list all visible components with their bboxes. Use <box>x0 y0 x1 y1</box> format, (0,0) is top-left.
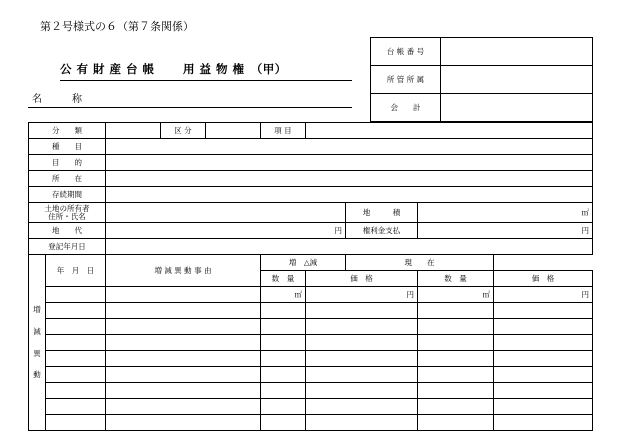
row-date-cell[interactable] <box>46 399 106 415</box>
rent-unit: 円 <box>106 223 346 239</box>
table-row <box>29 399 593 415</box>
row-reason-cell[interactable] <box>106 303 261 319</box>
row-qty-cell[interactable] <box>261 399 306 415</box>
row-qty-cell[interactable] <box>261 415 306 431</box>
row-current-qty-cell[interactable] <box>418 319 494 335</box>
current-quantity-header: 数 量 <box>418 271 494 287</box>
change-vertical-label <box>29 255 46 431</box>
owner-label-line1: 土地の所有者 <box>44 203 90 213</box>
row-price-cell[interactable] <box>306 415 418 431</box>
row-current-qty-cell[interactable] <box>418 399 494 415</box>
row-qty-unit: ㎡ <box>261 287 306 303</box>
account-field[interactable] <box>441 94 593 122</box>
row-qty-cell[interactable] <box>261 351 306 367</box>
purpose-label: 目 的 <box>29 155 106 171</box>
row-qty-cell[interactable] <box>261 383 306 399</box>
table-row <box>29 367 593 383</box>
row-date-cell[interactable] <box>46 303 106 319</box>
table-row <box>29 351 593 367</box>
location-field[interactable] <box>106 171 593 187</box>
increase-decrease-header: 増 △減 <box>261 255 346 271</box>
row-reason-cell[interactable] <box>106 351 261 367</box>
table-row <box>29 335 593 351</box>
registration-date-label: 登記年月日 <box>29 239 106 255</box>
row-price-cell[interactable] <box>306 303 418 319</box>
rent-label: 地 代 <box>29 223 106 239</box>
form-number: 第２号様式の６（第７条関係） <box>40 20 194 33</box>
row-price-unit: 円 <box>306 287 418 303</box>
owner-label-line2: 住所・氏名 <box>48 211 86 221</box>
row-date-cell[interactable] <box>46 287 106 303</box>
row-current-price-cell[interactable] <box>494 303 593 319</box>
row-reason-cell[interactable] <box>106 383 261 399</box>
row-reason-cell[interactable] <box>106 367 261 383</box>
row-current-qty-cell[interactable] <box>418 415 494 431</box>
row-current-price-cell[interactable] <box>494 335 593 351</box>
row-reason-cell[interactable] <box>106 287 261 303</box>
date-header: 年 月 日 <box>46 255 106 287</box>
row-qty-cell[interactable] <box>261 303 306 319</box>
row-current-price-cell[interactable] <box>494 415 593 431</box>
row-reason-cell[interactable] <box>106 319 261 335</box>
row-date-cell[interactable] <box>46 415 106 431</box>
item-field[interactable] <box>306 123 593 139</box>
duration-label: 存続期間 <box>29 187 106 203</box>
row-reason-cell[interactable] <box>106 415 261 431</box>
change-char-3: 異 <box>33 348 41 358</box>
item-label: 項 目 <box>261 123 306 139</box>
row-current-qty-cell[interactable] <box>418 351 494 367</box>
title-underline <box>60 80 352 81</box>
table-row <box>29 319 593 335</box>
row-reason-cell[interactable] <box>106 335 261 351</box>
row-current-qty-cell[interactable] <box>418 383 494 399</box>
row-date-cell[interactable] <box>46 383 106 399</box>
row-qty-cell[interactable] <box>261 335 306 351</box>
row-price-cell[interactable] <box>306 319 418 335</box>
type-label: 種 目 <box>29 139 106 155</box>
change-char-4: 動 <box>33 370 41 380</box>
classification-label: 分 類 <box>29 123 106 139</box>
row-price-cell[interactable] <box>306 383 418 399</box>
current-price-header: 価 格 <box>494 271 593 287</box>
rights-payment-label: 権利金支払 <box>346 223 418 239</box>
duration-field[interactable] <box>106 187 593 203</box>
row-price-cell[interactable] <box>306 399 418 415</box>
table-row <box>29 303 593 319</box>
row-date-cell[interactable] <box>46 367 106 383</box>
row-current-qty-cell[interactable] <box>418 335 494 351</box>
owner-label <box>29 203 106 223</box>
land-area-label: 地 積 <box>346 203 418 223</box>
row-qty-cell[interactable] <box>261 319 306 335</box>
row-current-price-cell[interactable] <box>494 367 593 383</box>
name-underline <box>28 107 352 108</box>
ledger-number-field[interactable] <box>441 38 593 66</box>
department-label: 所 管 所 属 <box>371 66 441 94</box>
name-label: 名 称 <box>32 94 92 105</box>
reason-header: 増 減 異 動 事 由 <box>106 255 261 287</box>
land-area-unit: ㎡ <box>418 203 593 223</box>
type-field[interactable] <box>106 139 593 155</box>
row-qty-cell[interactable] <box>261 367 306 383</box>
table-row <box>29 415 593 431</box>
meta-table <box>370 37 593 122</box>
current-header: 現 在 <box>346 255 494 271</box>
division-label: 区 分 <box>161 123 206 139</box>
price-header: 価 格 <box>306 271 418 287</box>
purpose-field[interactable] <box>106 155 593 171</box>
row-date-cell[interactable] <box>46 319 106 335</box>
division-field[interactable] <box>206 123 261 139</box>
ledger-number-label: 台 帳 番 号 <box>371 38 441 66</box>
table-row <box>29 383 593 399</box>
row-current-qty-cell[interactable] <box>418 303 494 319</box>
row-current-price-unit: 円 <box>494 287 593 303</box>
change-char-2: 減 <box>33 326 41 336</box>
quantity-header: 数 量 <box>261 271 306 287</box>
row-current-price-cell[interactable] <box>494 351 593 367</box>
main-table <box>28 122 593 431</box>
row-current-price-cell[interactable] <box>494 383 593 399</box>
registration-date-field[interactable] <box>106 239 593 255</box>
row-price-cell[interactable] <box>306 367 418 383</box>
row-current-qty-unit: ㎡ <box>418 287 494 303</box>
change-char-1: 増 <box>33 305 41 314</box>
row-reason-cell[interactable] <box>106 399 261 415</box>
account-label: 会 計 <box>371 94 441 122</box>
row-current-qty-cell[interactable] <box>418 367 494 383</box>
form-title: 公 有 財 産 台 帳 用 益 物 権 （甲） <box>60 62 287 76</box>
rights-payment-unit: 円 <box>418 223 593 239</box>
row-current-price-cell[interactable] <box>494 319 593 335</box>
classification-field[interactable] <box>106 123 161 139</box>
location-label: 所 在 <box>29 171 106 187</box>
row-price-cell[interactable] <box>306 351 418 367</box>
row-date-cell[interactable] <box>46 351 106 367</box>
row-date-cell[interactable] <box>46 335 106 351</box>
table-row <box>29 287 593 303</box>
department-field[interactable] <box>441 66 593 94</box>
row-current-price-cell[interactable] <box>494 399 593 415</box>
owner-field[interactable] <box>106 203 346 223</box>
row-price-cell[interactable] <box>306 335 418 351</box>
